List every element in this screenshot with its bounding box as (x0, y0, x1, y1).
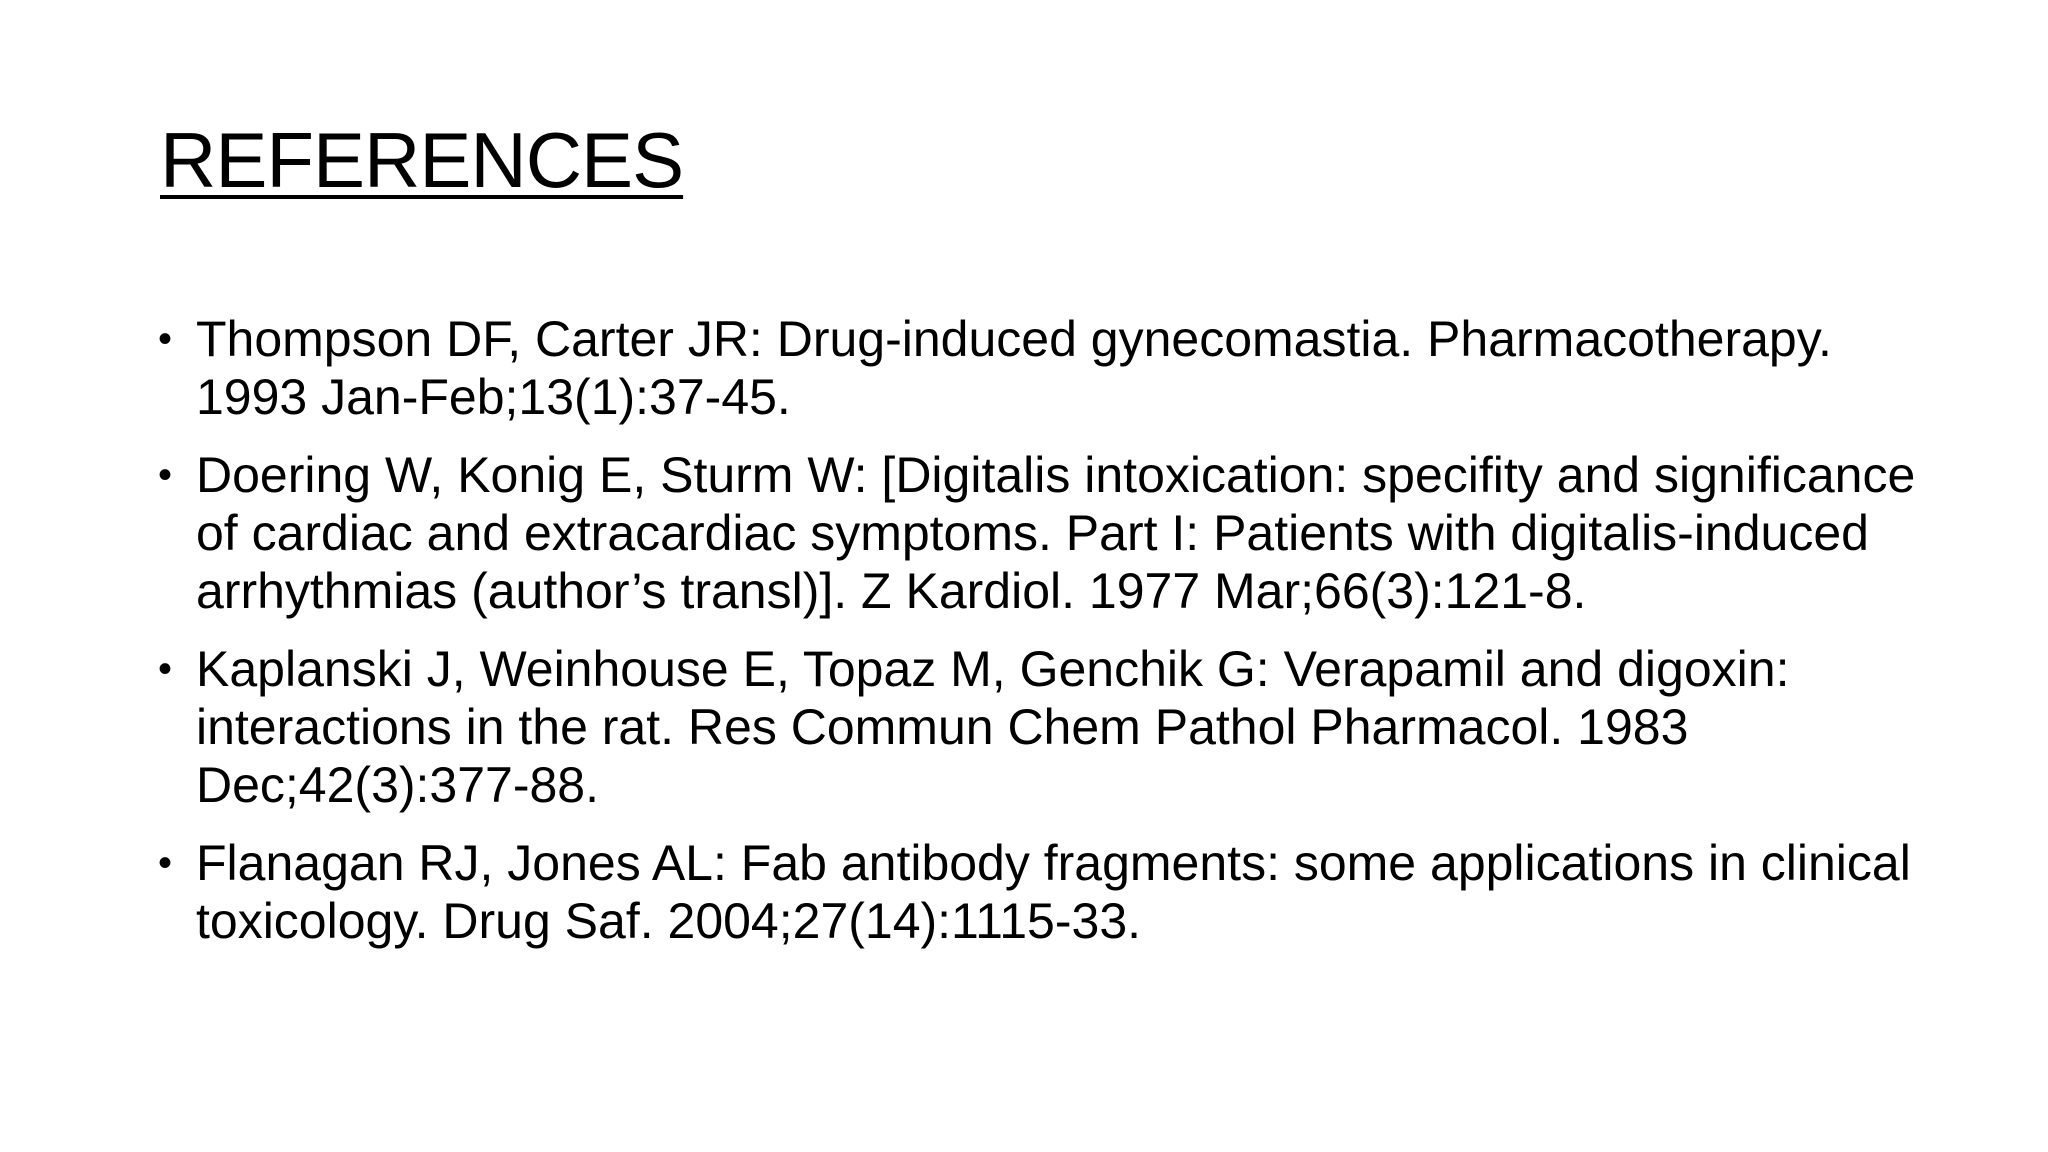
reference-list (158, 310, 1928, 970)
bullet-icon: • (158, 841, 173, 885)
reference-text: Thompson DF, Carter JR: Drug-induced gynecomastia. Pharmacotherapy. 1993 Jan-Feb;13(1):37-45. (196, 311, 1832, 425)
slide-title: REFERENCES (160, 116, 684, 204)
bullet-icon: • (158, 647, 173, 691)
reference-text: Flanagan RJ, Jones AL: Fab antibody fragments: some applications in clinical toxicology. Drug Saf. 2004;27(14):1115-33. (196, 835, 1911, 949)
reference-text: Doering W, Konig E, Sturm W: [Digitalis intoxication: specifity and significance of cardiac and extracardiac symptoms. Part I: Patients with digitalis-induced arrhythmias (author’s transl)]. Z Kardiol. 1977 Mar;66(3):121-8. (196, 447, 1916, 619)
reference-item (158, 834, 1928, 950)
bullet-icon: • (158, 453, 173, 497)
reference-text: Kaplanski J, Weinhouse E, Topaz M, Genchik G: Verapamil and digoxin: interactions in the rat. Res Commun Chem Pathol Pharmacol. 1983 Dec;42(3):377-88. (196, 641, 1790, 813)
reference-item (158, 310, 1928, 426)
reference-item (158, 640, 1928, 814)
reference-item (158, 446, 1928, 620)
bullet-icon: • (158, 317, 173, 361)
